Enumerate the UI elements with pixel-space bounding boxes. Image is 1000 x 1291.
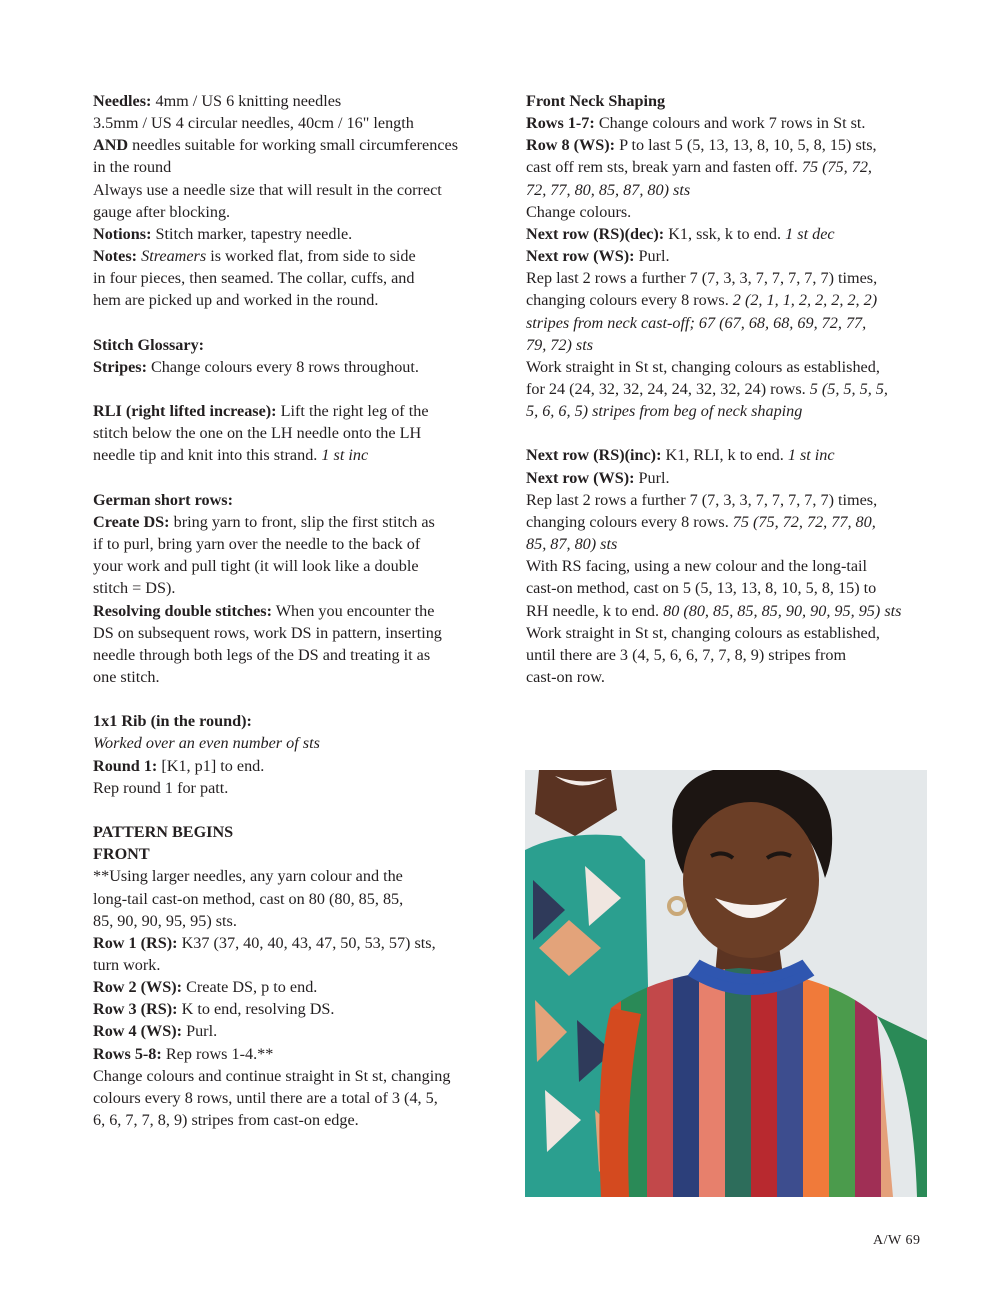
- neck-heading: Front Neck Shaping: [526, 92, 666, 110]
- rows58-line: Rows 5-8: Rep rows 1-4.**: [93, 1044, 274, 1063]
- model-photo-illustration: [525, 770, 927, 1197]
- notes-line: Notes: Streamers is worked flat, from side to side: [93, 247, 416, 266]
- needles-line-2: 3.5mm / US 4 circular needles, 40cm / 16" length: [93, 114, 414, 133]
- rep-inc-line-3: 85, 87, 80) sts: [526, 535, 618, 554]
- row1-line-2: turn work.: [93, 956, 161, 975]
- needles-line: Needles: 4mm / US 6 knitting needles: [93, 92, 342, 110]
- straight-line-1: Work straight in St st, changing colours as established,: [526, 357, 880, 376]
- needle-size-line-1: Always use a needle size that will result in the correct: [93, 180, 442, 199]
- straight-line-3: 5, 6, 6, 5) stripes from beg of neck shaping: [526, 402, 803, 421]
- and-line: AND needles suitable for working small circumferences: [93, 136, 459, 155]
- notes-line-2: in four pieces, then seamed. The collar, cuffs, and: [93, 269, 415, 288]
- rli-line-3: needle tip and knit into this strand. 1 st inc: [93, 446, 369, 465]
- create-ds-line-4: stitch = DS).: [93, 579, 176, 598]
- next-inc-line: Next row (RS)(inc): K1, RLI, k to end. 1 st inc: [526, 446, 835, 465]
- right-column: [526, 90, 936, 688]
- straight-line-2: for 24 (24, 32, 32, 24, 24, 32, 32, 24) rows. 5 (5, 5, 5, 5,: [526, 380, 888, 399]
- round1-line: Round 1: [K1, p1] to end.: [93, 756, 265, 775]
- row1-line: Row 1 (RS): K37 (37, 40, 40, 43, 47, 50, 53, 57) sts,: [93, 933, 436, 952]
- rep-inc-line-2: changing colours every 8 rows. 75 (75, 72, 72, 77, 80,: [526, 512, 876, 531]
- rep-dec-line-4: 79, 72) sts: [526, 335, 594, 354]
- resolving-line-4: one stitch.: [93, 668, 160, 687]
- rs-line-2: cast-on method, cast on 5 (5, 13, 13, 8, 10, 5, 8, 15) to: [526, 579, 877, 598]
- create-ds-line-3: your work and pull tight (it will look like a double: [93, 557, 419, 576]
- final-line-3: cast-on row.: [526, 668, 605, 687]
- row3-line: Row 3 (RS): K to end, resolving DS.: [93, 1000, 335, 1019]
- rib-heading: 1x1 Rib (in the round):: [93, 712, 252, 731]
- front-line-2: long-tail cast-on method, cast on 80 (80, 85, 85,: [93, 889, 404, 908]
- rep-dec-line-3: stripes from neck cast-off; 67 (67, 68, 68, 69, 72, 77,: [526, 313, 867, 332]
- resolving-line: Resolving double stitches: When you encounter the: [93, 601, 435, 620]
- model-photo: [525, 770, 927, 1197]
- front-line-3: 85, 90, 90, 95, 95) sts.: [93, 911, 237, 930]
- change-line-2: colours every 8 rows, until there are a total of 3 (4, 5,: [93, 1088, 438, 1107]
- spacer: [93, 467, 503, 489]
- stripes-line: Stripes: Change colours every 8 rows throughout.: [93, 357, 419, 376]
- rows17-line: Rows 1-7: Change colours and work 7 rows in St st.: [526, 114, 866, 133]
- change-colours-line: Change colours.: [526, 202, 632, 221]
- glossary-heading: Stitch Glossary:: [93, 335, 205, 354]
- next-dec-line: Next row (RS)(dec): K1, ssk, k to end. 1 st dec: [526, 224, 835, 243]
- resolving-line-2: DS on subsequent rows, work DS in pattern, inserting: [93, 623, 442, 642]
- change-line-1: Change colours and continue straight in St st, changing: [93, 1066, 451, 1085]
- rli-line-2: stitch below the one on the LH needle onto the LH: [93, 424, 422, 443]
- rep-round-line: Rep round 1 for patt.: [93, 778, 229, 797]
- left-column: [93, 90, 503, 1131]
- final-line-2: until there are 3 (4, 5, 6, 6, 7, 7, 8, 9) stripes from: [526, 645, 847, 664]
- row8-line: Row 8 (WS): P to last 5 (5, 13, 13, 8, 10, 5, 8, 15) sts,: [526, 136, 877, 155]
- next-ws-line: Next row (WS): Purl.: [526, 247, 670, 266]
- rep-dec-line-1: Rep last 2 rows a further 7 (7, 3, 3, 7, 7, 7, 7, 7) times,: [526, 269, 878, 288]
- rib-note: Worked over an even number of sts: [93, 734, 320, 753]
- spacer: [93, 688, 503, 710]
- rs-line-1: With RS facing, using a new colour and the long-tail: [526, 557, 868, 576]
- front-line-1: **Using larger needles, any yarn colour and the: [93, 867, 403, 886]
- resolving-line-3: needle through both legs of the DS and treating it as: [93, 645, 431, 664]
- page-footer: A/W 69: [873, 1233, 921, 1248]
- create-ds-line-2: if to purl, bring yarn over the needle to the back of: [93, 535, 421, 554]
- notes-line-3: hem are picked up and worked in the round.: [93, 291, 379, 310]
- final-line-1: Work straight in St st, changing colours as established,: [526, 623, 880, 642]
- spacer: [526, 422, 936, 444]
- front-heading: FRONT: [93, 845, 150, 864]
- spacer: [93, 378, 503, 400]
- change-line-3: 6, 6, 7, 7, 8, 9) stripes from cast-on edge.: [93, 1111, 359, 1130]
- pattern-begins-heading: PATTERN BEGINS: [93, 823, 234, 842]
- rli-line: RLI (right lifted increase): Lift the right leg of the: [93, 402, 429, 421]
- spacer: [93, 312, 503, 334]
- row8-line-2: cast off rem sts, break yarn and fasten off. 75 (75, 72,: [526, 158, 872, 177]
- and-line-2: in the round: [93, 158, 172, 177]
- create-ds-line: Create DS: bring yarn to front, slip the first stitch as: [93, 512, 435, 531]
- needle-size-line-2: gauge after blocking.: [93, 202, 231, 221]
- rep-inc-line-1: Rep last 2 rows a further 7 (7, 3, 3, 7, 7, 7, 7, 7) times,: [526, 490, 878, 509]
- row8-line-3: 72, 77, 80, 85, 87, 80) sts: [526, 180, 691, 199]
- notions-line: Notions: Stitch marker, tapestry needle.: [93, 224, 353, 243]
- row4-line: Row 4 (WS): Purl.: [93, 1022, 218, 1041]
- rep-dec-line-2: changing colours every 8 rows. 2 (2, 1, 1, 2, 2, 2, 2, 2): [526, 291, 878, 310]
- gsr-heading: German short rows:: [93, 490, 233, 509]
- rs-line-3: RH needle, k to end. 80 (80, 85, 85, 85, 90, 90, 95, 95) sts: [526, 601, 902, 620]
- row2-line: Row 2 (WS): Create DS, p to end.: [93, 978, 318, 997]
- next-ws2-line: Next row (WS): Purl.: [526, 468, 670, 487]
- face: [683, 802, 819, 958]
- spacer: [93, 799, 503, 821]
